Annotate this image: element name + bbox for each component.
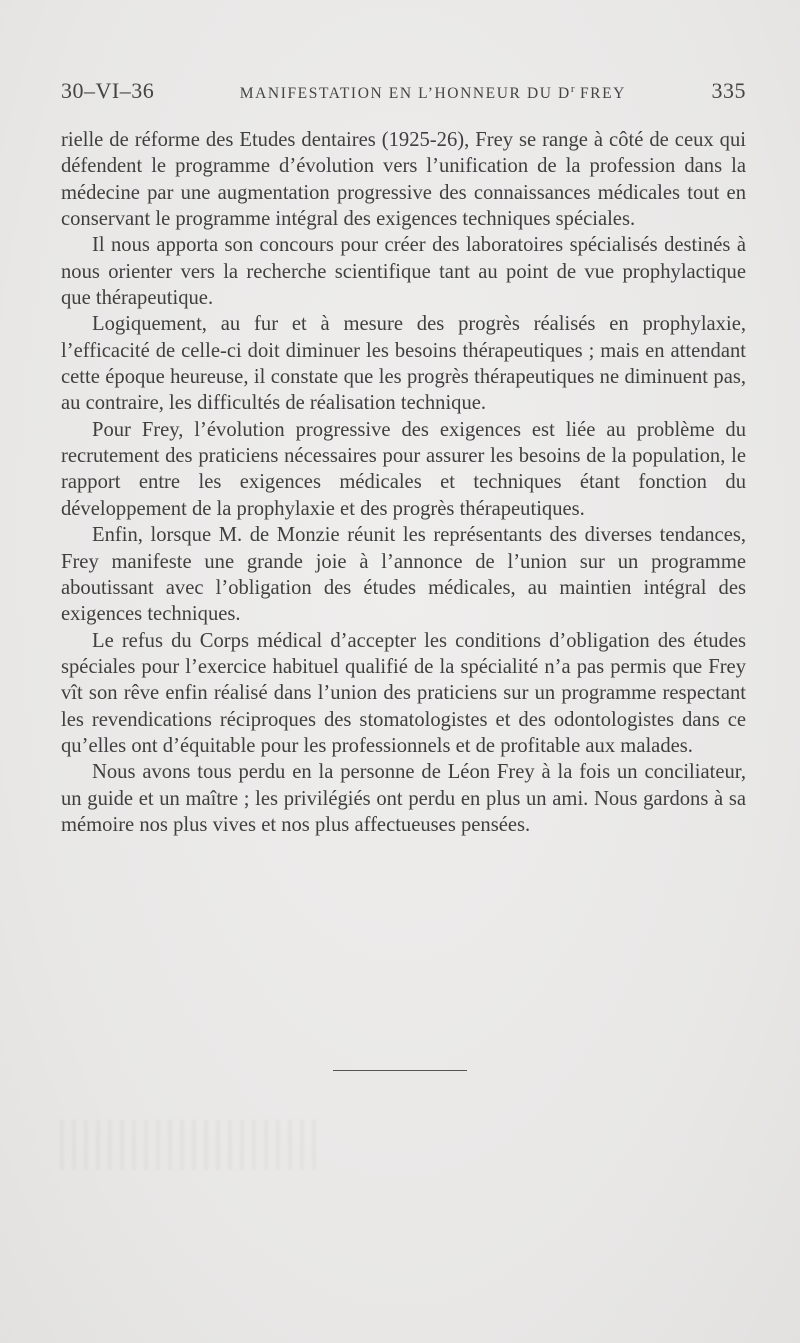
paragraph: Nous avons tous perdu en la personne de Léon Frey à la fois un conciliateur, un guide et un maître ; les privilégiés ont perdu en plus un ami. Nous gardons à sa mémoire nos plus vives et nos plus affectueuses pensées. [61,761,746,836]
paragraph: Le refus du Corps médical d’accepter les conditions d’obligation des études spéciales pour l’exercice habituel qualifié de la spécialité n’a pas permis que Frey vît son rêve enfin réalisé dans l’union des praticiens sur un programme respectant les revendications réciproques des stomatologistes et des odontologistes dans ce qu’elles ont d’équitable pour les professionnels et de profitable aux malades. [61,629,746,757]
paragraph: Logiquement, au fur et à mesure des progrès réalisés en prophylaxie, l’efficacité de celle-ci doit diminuer les besoins thérapeutiques ; mais en attendant cette époque heureuse, il constate que les progrès thérapeutiques ne diminuent pas, au contraire, les difficultés de réalisation technique. [61,313,746,415]
paragraph: rielle de réforme des Etudes dentaires (1925-26), Frey se range à côté de ceux qui défendent le programme d’évolution vers l’unification de la profession dans la médecine par une augmentation progressive des connaissances médicales tout en conservant le programme intégral des exigences techniques spéciales. [61,129,746,231]
section-end-rule [333,1070,467,1071]
running-title-superscript: r [570,82,575,95]
paragraph: Il nous apporta son concours pour créer des laboratoires spécialisés destinés à nous orienter vers la recherche scientifique tant au point de vue prophylactique que thérapeutique. [61,234,746,310]
header-date: 30–VI–36 [61,78,155,103]
running-title-main: MANIFESTATION EN L’HONNEUR DU D [239,85,571,102]
running-title [240,83,626,103]
page-number: 335 [711,78,746,103]
body-text [61,127,746,838]
running-header [61,78,746,108]
paragraph: Enfin, lorsque M. de Monzie réunit les représentants des diverses tendances, Frey manifeste une grande joie à l’annonce de l’union sur un programme aboutissant avec l’obligation des études médicales, au maintien intégral des exigences techniques. [61,524,746,626]
paragraph: Pour Frey, l’évolution progressive des exigences est liée au problème du recrutement des praticiens nécessaires pour assurer les besoins de la population, le rapport entre les exigences médicales et techniques étant fonction du développement de la prophylaxie et des progrès thérapeutiques. [61,418,746,520]
show-through-smudge [60,1120,320,1170]
running-title-end: FREY [574,85,626,102]
